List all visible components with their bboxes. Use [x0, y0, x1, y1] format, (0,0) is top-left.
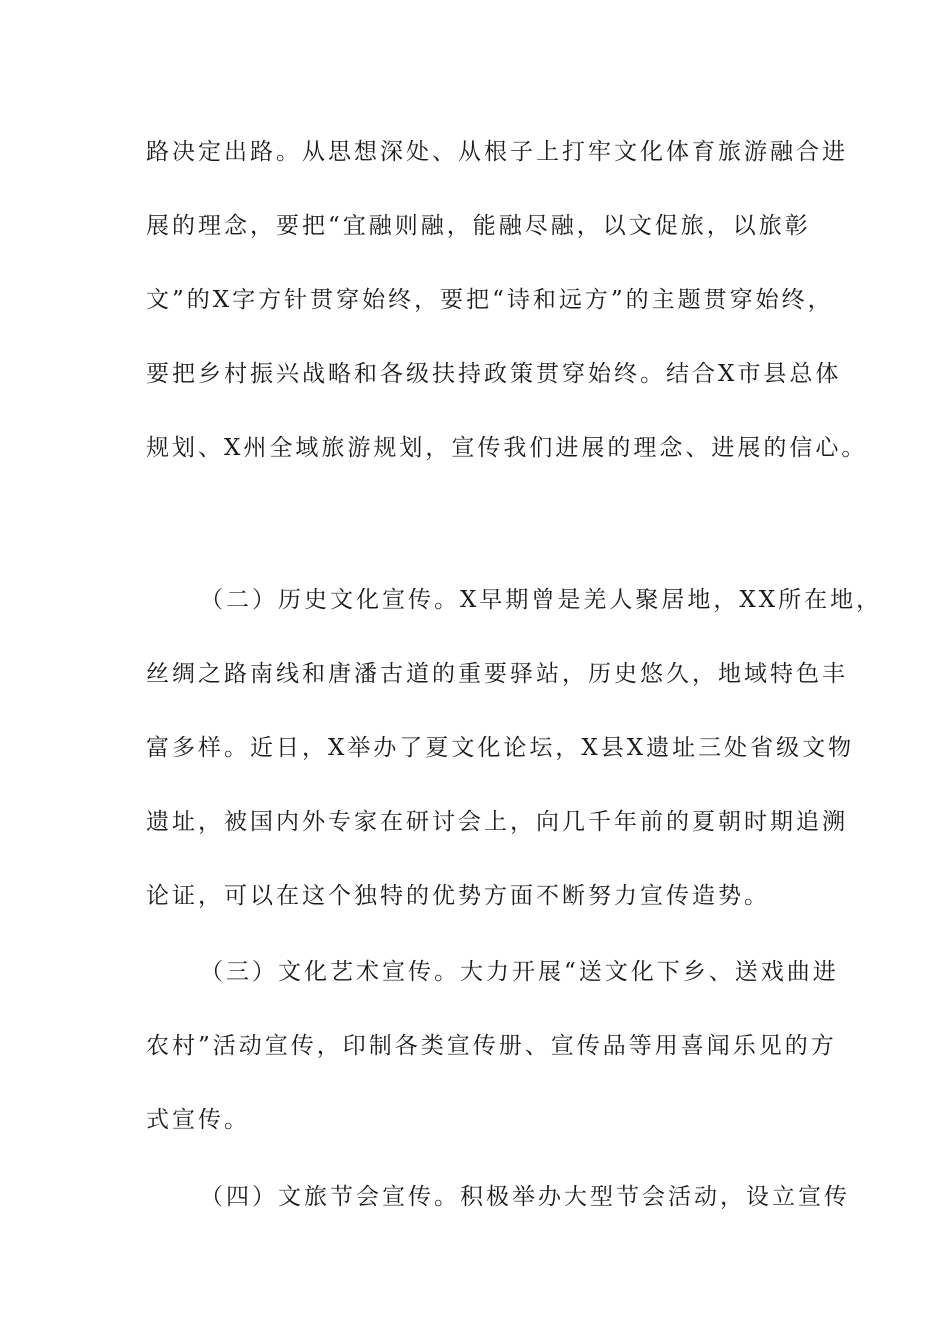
text-line-2: 展的理念，要把“宜融则融，能融尽融，以文促旅，以旅彰: [146, 213, 811, 239]
text-line-13: 式宣传。: [146, 1107, 250, 1133]
text-line-5: 规划、X州全域旅游规划，宣传我们进展的理念、进展的信心。: [146, 435, 868, 461]
section-3-heading-line: （三）文化艺术宣传。大力开展“送文化下乡、送戏曲进: [200, 959, 839, 985]
section-4-heading-line: （四）文旅节会宣传。积极举办大型节会活动，设立宣传: [200, 1184, 850, 1210]
text-line-8: 富多样。近日，X举办了夏文化论坛，X县X遗址三处省级文物: [146, 735, 855, 761]
text-line-7: 丝绸之路南线和唐潘古道的重要驿站，历史悠久，地域特色丰: [146, 661, 848, 687]
text-line-9: 遗址，被国内外专家在研讨会上，向几千年前的夏朝时期追溯: [146, 809, 848, 835]
text-line-4: 要把乡村振兴战略和各级扶持政策贯穿始终。结合X市县总体: [146, 361, 842, 387]
section-2-heading-line: （二）历史文化宣传。X早期曾是羌人聚居地，XX所在地，: [200, 587, 883, 613]
text-line-1: 路决定出路。从思想深处、从根子上打牢文化体育旅游融合进: [146, 139, 848, 165]
text-line-3: 文”的X字方针贯穿始终，要把“诗和远方”的主题贯穿始终，: [146, 287, 834, 313]
text-line-10: 论证，可以在这个独特的优势方面不断努力宣传造势。: [146, 883, 770, 909]
text-line-12: 农村”活动宣传，印制各类宣传册、宣传品等用喜闻乐见的方: [146, 1033, 837, 1059]
